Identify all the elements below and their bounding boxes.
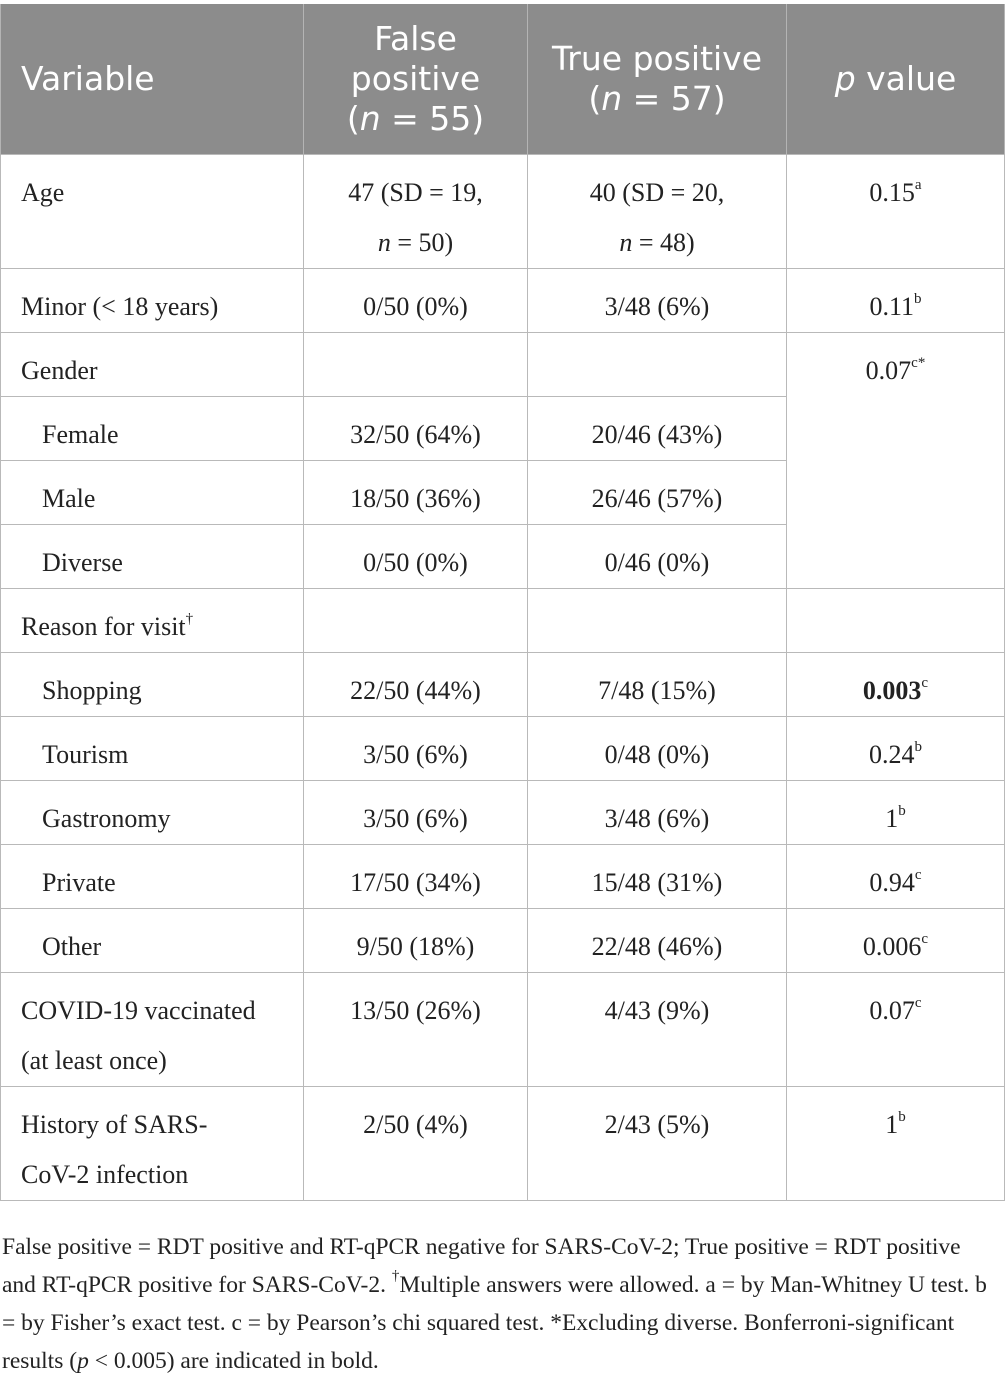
cell-true-positive: 20/46 (43%) [528, 397, 787, 461]
cell-false-positive: 13/50 (26%) [304, 973, 528, 1087]
cell-label: Gastronomy [1, 781, 304, 845]
cell-false-positive: 17/50 (34%) [304, 845, 528, 909]
cell-label: Private [1, 845, 304, 909]
cell-p-value: 0.24$^b$ [787, 717, 1005, 781]
cell-false-positive: 0/50 (0%) [304, 525, 528, 589]
cell-p-value: 1$^b$ [787, 1087, 1005, 1201]
cell-false-positive: 2/50 (4%) [304, 1087, 528, 1201]
cell-true-positive: 7/48 (15%) [528, 653, 787, 717]
table-row-shopping [1, 653, 1005, 717]
cell-false-positive: 32/50 (64%) [304, 397, 528, 461]
cell-false-positive: 47 (SD = 19, n = 50) [304, 155, 528, 269]
cell-false-positive: 18/50 (36%) [304, 461, 528, 525]
cell-label: Male [1, 461, 304, 525]
header-p-value: p value [787, 4, 1005, 155]
cell-label: Age [1, 155, 304, 269]
cell-true-positive [528, 589, 787, 653]
table-row-minor [1, 269, 1005, 333]
cell-label: Shopping [1, 653, 304, 717]
cell-label: Diverse [1, 525, 304, 589]
header-true-positive: True positive (n = 57) [528, 4, 787, 155]
cell-label: Other [1, 909, 304, 973]
table-row-tourism [1, 717, 1005, 781]
cell-false-positive [304, 333, 528, 397]
cell-false-positive: 9/50 (18%) [304, 909, 528, 973]
cell-p-value: 1$^b$ [787, 781, 1005, 845]
results-table-container [0, 4, 1005, 1201]
cell-true-positive: 3/48 (6%) [528, 269, 787, 333]
cell-true-positive: 26/46 (57%) [528, 461, 787, 525]
cell-p-value: 0.11$^b$ [787, 269, 1005, 333]
cell-label: History of SARS- CoV-2 infection [1, 1087, 304, 1201]
cell-false-positive: 3/50 (6%) [304, 781, 528, 845]
cell-true-positive: 0/46 (0%) [528, 525, 787, 589]
cell-p-value: 0.94$^c$ [787, 845, 1005, 909]
cell-true-positive: 4/43 (9%) [528, 973, 787, 1087]
cell-label: Reason for visit† [1, 589, 304, 653]
table-row-other [1, 909, 1005, 973]
cell-p-value: 0.003$^c$ [787, 653, 1005, 717]
cell-false-positive [304, 589, 528, 653]
results-table [0, 4, 1005, 1201]
cell-p-value: 0.07$^c$ [787, 973, 1005, 1087]
table-row-private [1, 845, 1005, 909]
cell-p-value [787, 589, 1005, 653]
cell-p-value: $0.07^{c*}$ [787, 333, 1005, 589]
cell-label: Tourism [1, 717, 304, 781]
cell-true-positive: 0/48 (0%) [528, 717, 787, 781]
header-false-positive: False positive (n = 55) [304, 4, 528, 155]
cell-label: Gender [1, 333, 304, 397]
table-row-reason [1, 589, 1005, 653]
cell-label: Female [1, 397, 304, 461]
cell-false-positive: 0/50 (0%) [304, 269, 528, 333]
cell-false-positive: 3/50 (6%) [304, 717, 528, 781]
table-row-vaccinated [1, 973, 1005, 1087]
cell-p-value: 0.006$^c$ [787, 909, 1005, 973]
table-row-gender [1, 333, 1005, 397]
header-variable: Variable [1, 4, 304, 155]
cell-true-positive: 40 (SD = 20, n = 48) [528, 155, 787, 269]
table-row-gastronomy [1, 781, 1005, 845]
cell-label: COVID-19 vaccinated (at least once) [1, 973, 304, 1087]
cell-true-positive: 3/48 (6%) [528, 781, 787, 845]
cell-false-positive: 22/50 (44%) [304, 653, 528, 717]
cell-label: Minor (< 18 years) [1, 269, 304, 333]
cell-true-positive: 22/48 (46%) [528, 909, 787, 973]
header-row [1, 4, 1005, 155]
table-footnote: False positive = RDT positive and RT-qPCR negative for SARS-CoV-2; True positive = RDT positive and RT-qPCR positive for SARS-CoV-2. †Multiple answers were allowed. a = by Man-Whitney U test. b = by Fisher’s exact test. c = by Pearson’s chi squared test. *Excluding diverse. Bonferroni-significant results (p < 0.005) are indicated in bold. [2, 1234, 987, 1374]
cell-true-positive: 15/48 (31%) [528, 845, 787, 909]
table-row-age [1, 155, 1005, 269]
table-row-history [1, 1087, 1005, 1201]
cell-true-positive [528, 333, 787, 397]
cell-p-value: 0.15$^a$ [787, 155, 1005, 269]
cell-true-positive: 2/43 (5%) [528, 1087, 787, 1201]
